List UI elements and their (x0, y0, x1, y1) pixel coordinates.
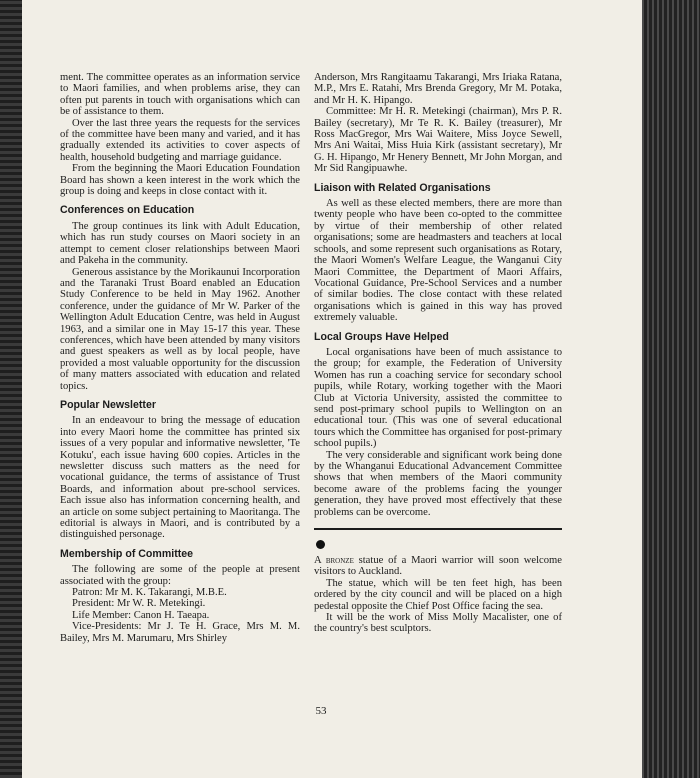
paragraph: The following are some of the people at present associated with the group: (60, 564, 300, 587)
section-heading-conferences: Conferences on Education (60, 204, 195, 217)
page-number: 53 (315, 705, 327, 717)
list-item: Patron: Mr M. K. Takarangi, M.B.E. (72, 587, 227, 599)
list-item: Vice-Presidents: Mr J. Te H. Grace, Mrs M. M. Bailey, Mrs M. Marumaru, Mrs Shirley (60, 621, 300, 644)
paragraph: Over the last three years the requests for the services of the committee have been many and varied, and it has gradually extended its activities to cover aspects of health, household budgeting and marriage guidance. (60, 117, 300, 163)
paragraph: Generous assistance by the Morikaunui Incorporation and the Taranaki Trust Board enabled an Education Study Conference to be held in May 1962. Another conference, under the guidance of Mr W. Parker of the Wellington Adult Education Centre, was held in August 1963, and a similar one in May 15-17 this year. These conferences, which have been attended by many visitors and guest speakers as well as by local people, have provided a most valuable opportunity for the discussion of many matters associated with education and related topics. (60, 266, 300, 392)
section-heading-local-groups: Local Groups Have Helped (314, 330, 449, 343)
paragraph: Anderson, Mrs Rangitaamu Takarangi, Mrs Iriaka Ratana, M.P., Mrs E. Ratahi, Mrs Brenda Gregory, Mr M. Potaka, and Mr H. K. Hipango. (314, 72, 562, 106)
paragraph: From the beginning the Maori Education Foundation Board has shown a keen interest in the work which the group is doing and keeps in close contact with it. (60, 163, 300, 198)
paragraph-statue-lead (314, 555, 562, 578)
list-item: Life Member: Canon H. Taeapa. (72, 609, 210, 621)
lead-word: A (314, 555, 326, 567)
lead-rest: statue of a Maori warrior will soon welcome visitors to Auckland. (314, 555, 562, 578)
right-column (314, 72, 562, 635)
scan-border-right (642, 0, 700, 778)
paragraph: Committee: Mr H. R. Metekingi (chairman), Mrs P. R. Bailey (secretary), Mr Te R. K. Bailey (treasurer), Mr Ross MacGregor, Mrs Wai Waitere, Miss Joyce Sewell, Mrs Ani Waitai, Miss Huia Kirk (assistant secretary), Mr G. H. Hipango, Mr Henery Bennett, Mr John Morgan, and Mr Sid Rangipuawhe. (314, 106, 562, 175)
section-heading-newsletter: Popular Newsletter (60, 398, 156, 411)
document-page (22, 0, 642, 778)
paragraph: In an endeavour to bring the message of education into every Maori home the committee has printed six issues of a very popular and informative newsletter, 'Te Kotuku', each issue having 600 copies. Articles in the newsletter discuss such matters as the need for vocational guidance, the terms of assistance of Trust Boards, and information about pre-school services. Each issue also has information concerning health, and an article on some subject pertaining to Maoritanga. The editorial is always in Maori, and is contributed by a distinguished personage. (60, 415, 300, 541)
paragraph: As well as these elected members, there are more than twenty people who have been co-opted to the committee by virtue of their membership of other related organisations; some are headmasters and teachers at local schools, and some represent such organisations as Rotary, the Maori Women's Welfare League, the Wanganui City Maori Committee, the Department of Maori Affairs, Vocational Guidance, Pre-School Services and a number of similar bodies. The close contact with these related organisations which is gained in this way has proved extremely valuable. (314, 198, 562, 324)
paragraph: The statue, which will be ten feet high, has been ordered by the city council and will be placed on a high pedestal opposite the Chief Post Office facing the sea. (314, 577, 562, 612)
section-divider (314, 528, 562, 530)
paragraph: The very considerable and significant work being done by the Whanganui Educational Advancement Committee shows that when members of the Maori community become aware of the problems facing the younger generation, they have proved most effectively that these problems can be overcome. (314, 449, 562, 518)
lead-smallcaps: bronze (325, 555, 354, 567)
list-item: President: Mr W. R. Metekingi. (72, 598, 206, 610)
scan-border-left (0, 0, 22, 778)
left-column (60, 72, 300, 644)
paragraph: The group continues its link with Adult Education, which has run study courses on Maori society in an attempt to cement closer relationships between Maori and Pakeha in the community. (60, 220, 300, 267)
paragraph: Local organisations have been of much assistance to the group; for example, the Federation of University Women has run a coaching service for secondary school pupils, while Rotary, working together with the Maori Club at Victoria University, assisted the committee to send post-primary school pupils to Wellington on an educational tour. (This was one of several educational tours which the Committee has organised for post-primary school pupils.) (314, 346, 562, 450)
paragraph: It will be the work of Miss Molly Macalister, one of the country's best sculptors. (314, 612, 562, 635)
bullet-dot-icon (316, 540, 325, 549)
section-heading-membership: Membership of Committee (60, 547, 194, 560)
section-heading-liaison: Liaison with Related Organisations (314, 181, 491, 194)
paragraph: ment. The committee operates as an information service to Maori families, and when problems arise, they can often put parents in touch with organisations which can be of assistance to them. (60, 72, 300, 118)
